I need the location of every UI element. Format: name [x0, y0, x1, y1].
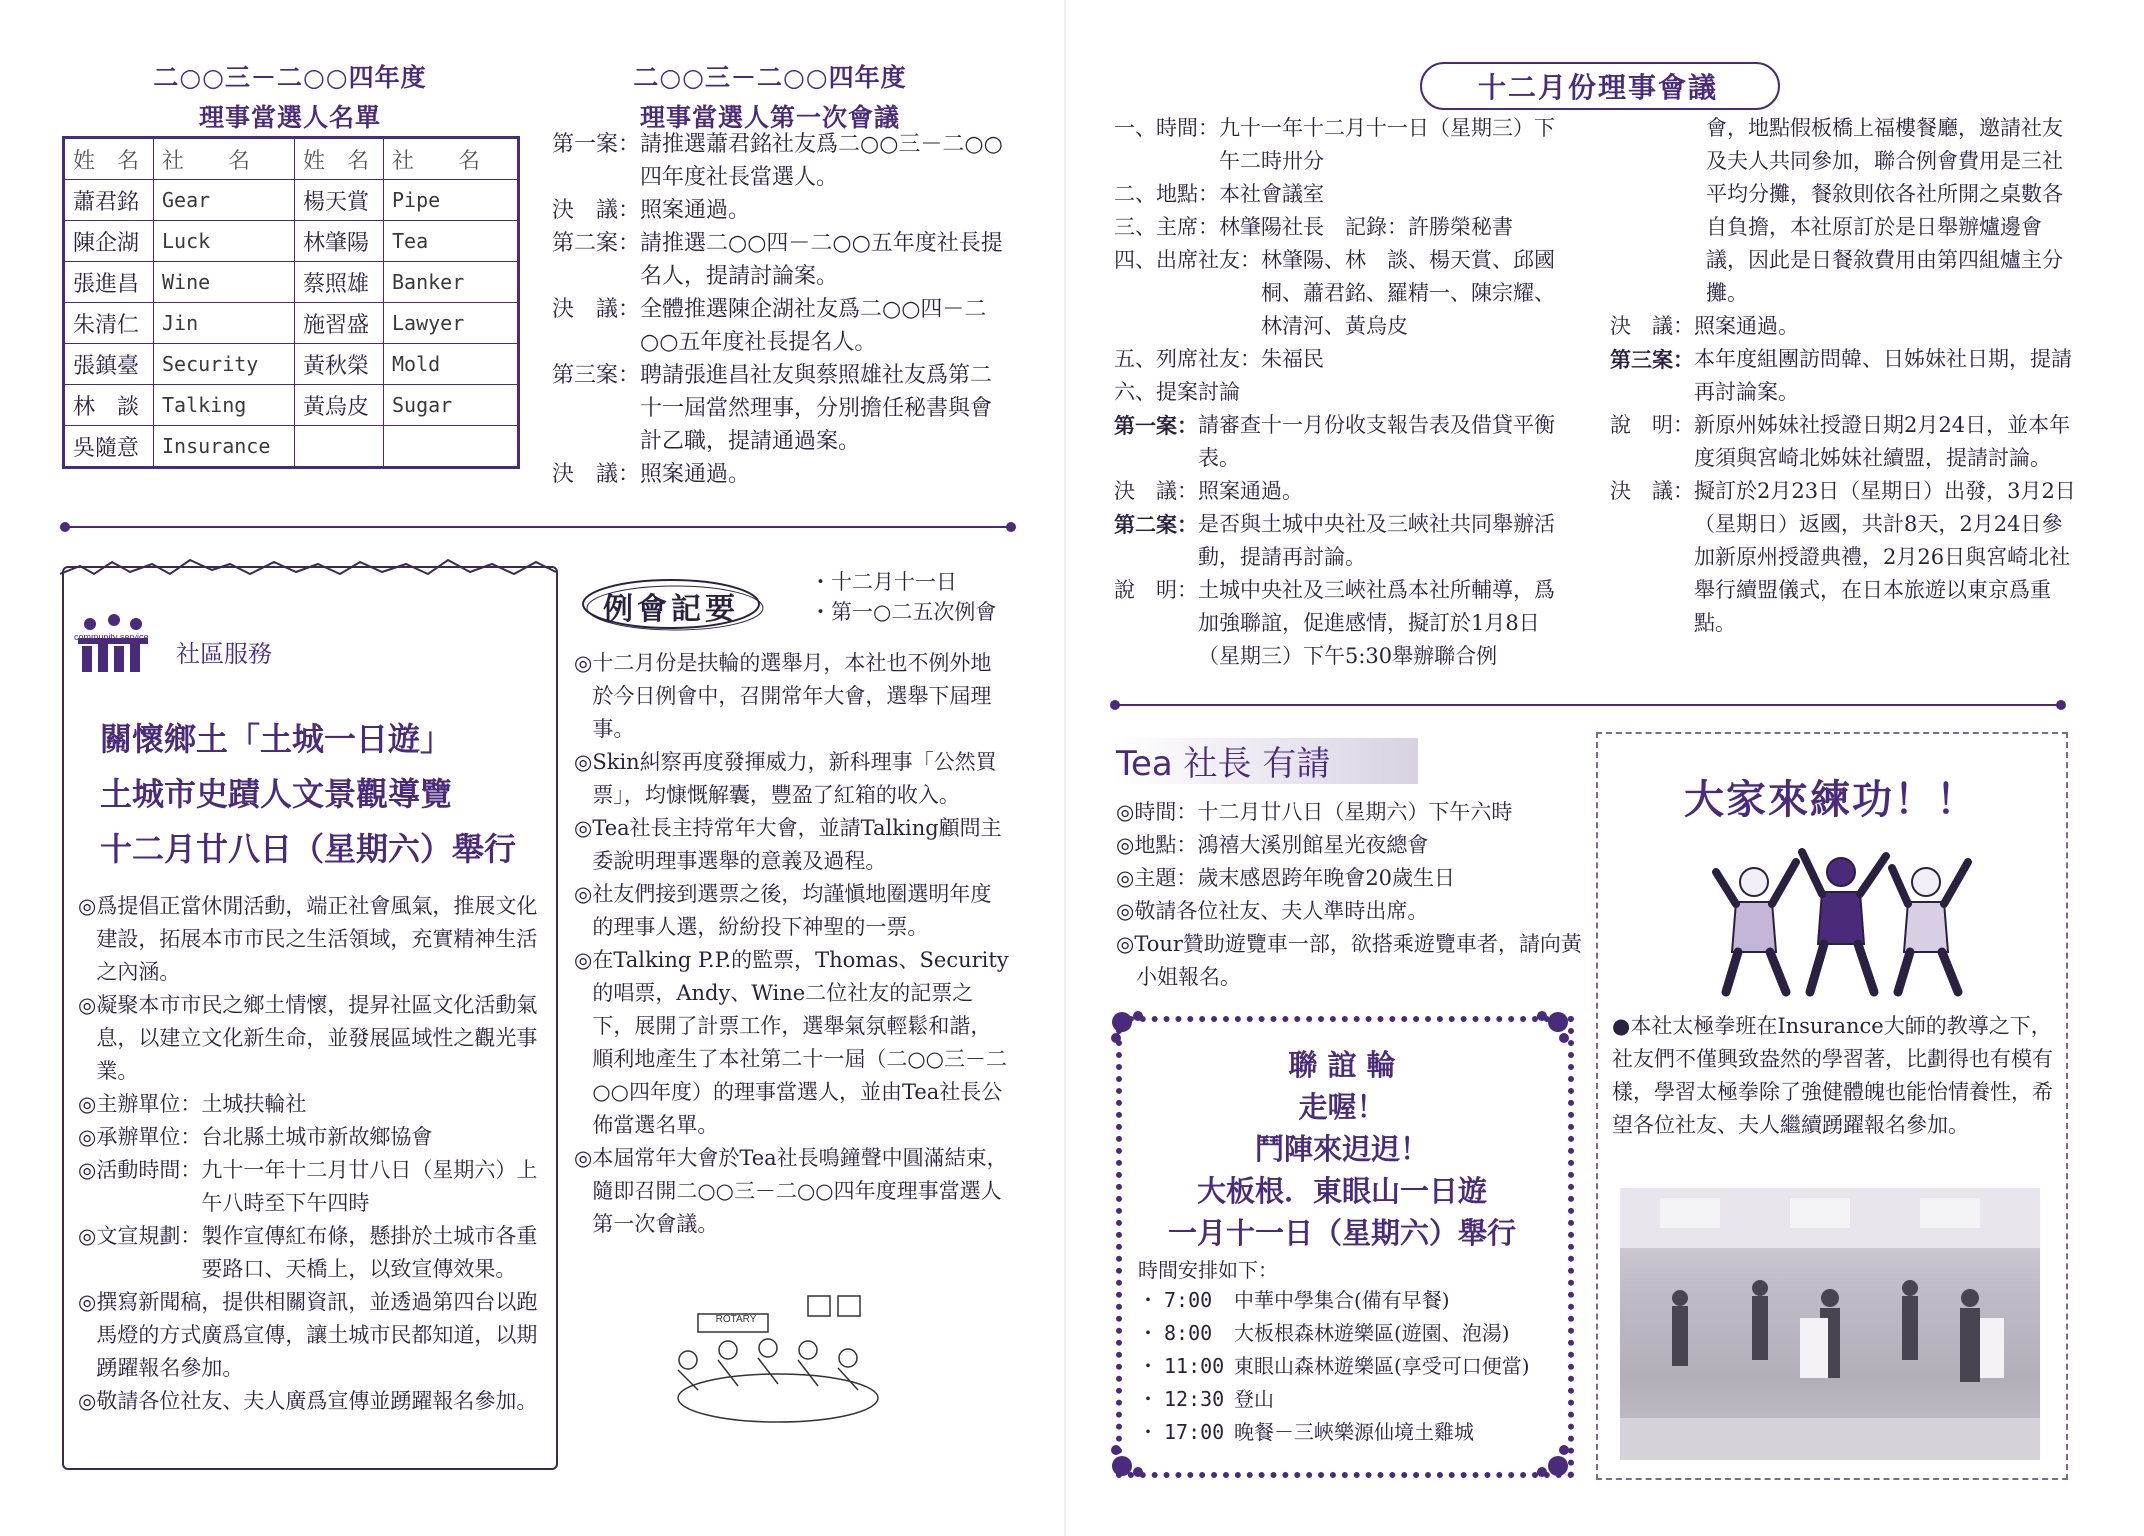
item-text: 本屆常年大會於Tea社長鳴鐘聲中圓滿結束，隨即召開二○○三－二○○四年度理事當選人第一次會議。: [592, 1146, 1008, 1236]
schedule-row: [1138, 1383, 1558, 1416]
schedule-time: 17:00: [1164, 1420, 1225, 1444]
item-text: 擬訂於2月23日（星期日）出發，3月2日（星期日）返國，共計8天，2月24日參加新原州授證典禮，2月26日與宮崎北社舉行續盟儀式，在日本旅遊以東京爲重點。: [1694, 479, 2076, 635]
list-item: [1114, 376, 1574, 409]
item-text: 新原州姊妹社授證日期2月24日，並本年度須與宮崎北姊妹社續盟，提請討論。: [1694, 413, 2071, 470]
list-item: [552, 128, 1012, 194]
table-row: [64, 221, 519, 262]
item-text: 請審查十一月份收支報告表及借貸平衡表。: [1198, 413, 1555, 470]
item-label: 一、時間：: [1114, 116, 1219, 140]
item-label: 四、出席社友：: [1114, 248, 1261, 272]
item-text: ◎Tour贊助遊覽車一部，欲搭乘遊覽車者，請向黃小姐報名。: [1116, 932, 1582, 989]
header-cell: 姓 名: [295, 138, 384, 180]
elected-list-title-line1: 二○○三－二○○四年度: [153, 63, 427, 92]
header-cell: 社 名: [154, 138, 295, 180]
item-label: 六、提案討論: [1114, 380, 1240, 404]
name-cell: 張進昌: [64, 262, 154, 303]
schedule-time: 11:00: [1164, 1354, 1225, 1378]
item-label: 說 明：: [1610, 413, 1694, 437]
elected-table-header: [64, 138, 519, 180]
community-logo-caption: community service: [74, 632, 149, 642]
schedule-text: 中華中學集合(備有早餐): [1234, 1288, 1450, 1312]
list-item: [78, 1220, 548, 1286]
list-item: [574, 647, 1010, 746]
item-text: 撰寫新聞稿，提供相關資訊，並透過第四台以跑馬燈的方式廣爲宣傳，讓土城市民都知道，以期踴躍報名參加。: [96, 1290, 538, 1380]
fellowship-schedule: [1138, 1284, 1558, 1449]
list-item: [1114, 211, 1574, 244]
item-label: 決 議：: [552, 198, 641, 223]
list-item: [78, 890, 548, 989]
list-item: [552, 227, 1012, 293]
section-divider: [1114, 704, 2062, 706]
first-meeting-title-line2: 理事當選人第一次會議: [639, 103, 900, 132]
club-name-cell: Tea: [384, 221, 519, 262]
item-text: 照案通過。: [640, 198, 751, 223]
club-name-cell: Luck: [154, 221, 295, 262]
list-item: [78, 1385, 548, 1418]
first-meeting-title-line1: 二○○三－二○○四年度: [633, 63, 907, 92]
item-text: 敬請各位社友、夫人廣爲宣傳並踴躍報名參加。: [96, 1389, 538, 1413]
club-name-cell: Jin: [154, 303, 295, 344]
taichi-title: 大家來練功！！: [1684, 777, 1978, 823]
name-cell: [295, 426, 384, 468]
item-text: 照案通過。: [1694, 314, 1799, 338]
item-label: ◎活動時間：: [78, 1158, 202, 1182]
table-row: [64, 426, 519, 468]
club-name-cell: [384, 426, 519, 468]
club-name-cell: Mold: [384, 344, 519, 385]
schedule-row: [1138, 1416, 1558, 1449]
header-cell: 社 名: [384, 138, 519, 180]
list-item: [574, 944, 1010, 1142]
list-item: [552, 359, 1012, 458]
list-item: [1610, 409, 2076, 475]
item-label: 五、列席社友：: [1114, 347, 1261, 371]
club-name-cell: Pipe: [384, 180, 519, 221]
schedule-text: 登山: [1234, 1387, 1274, 1411]
header-cell: 姓 名: [64, 138, 154, 180]
item-label: 說 明：: [1114, 578, 1198, 602]
list-item: [1116, 928, 1586, 994]
community-items: [78, 890, 548, 1418]
item-label: 決 議：: [1610, 479, 1694, 503]
item-label: ◎: [78, 1290, 97, 1314]
first-meeting-items: [552, 128, 1012, 491]
list-item: [574, 812, 1010, 878]
bullet: ◎: [574, 948, 593, 972]
fellowship-headline: [1130, 1044, 1554, 1254]
list-item: ◎敬請各位社友、夫人準時出席。: [1116, 899, 1429, 923]
table-row: [64, 180, 519, 221]
corner-flourish-icon: [1108, 1008, 1148, 1048]
item-label: ◎承辦單位：: [78, 1125, 202, 1149]
item-label: ◎文宣規劃：: [78, 1224, 202, 1248]
club-name-cell: Banker: [384, 262, 519, 303]
club-name-cell: Security: [154, 344, 295, 385]
schedule-time: 12:30: [1164, 1387, 1225, 1411]
community-service-logo-icon: [76, 612, 160, 674]
item-text: 照案通過。: [1198, 479, 1303, 503]
schedule-row: [1138, 1284, 1558, 1317]
taichi-class-photo: [1620, 1188, 2040, 1460]
meeting-notes-title: 例會記要: [603, 592, 739, 627]
community-headline: [100, 712, 550, 877]
name-cell: 林肇陽: [295, 221, 384, 262]
bullet-dot-icon: ・: [1138, 1387, 1158, 1411]
item-label: ◎主辦單位：: [78, 1092, 202, 1116]
item-label: 第三案：: [1610, 347, 1694, 372]
schedule-row: [1138, 1317, 1558, 1350]
table-row: [64, 344, 519, 385]
item-text: 台北縣土城市新故鄉協會: [201, 1125, 433, 1149]
item-text: 全體推選陳企湖社友爲二○○四－二○○五年度社長提名人。: [640, 297, 987, 355]
schedule-time: 7:00: [1164, 1288, 1213, 1312]
item-text: 九十一年十二月十一日（星期三）下午二時卅分: [1219, 116, 1555, 173]
name-cell: 蕭君銘: [64, 180, 154, 221]
headline-line: 鬥陣來迌迌！: [1254, 1132, 1429, 1166]
item-label: ◎: [78, 1389, 97, 1413]
item-label: 決 議：: [1114, 479, 1198, 503]
photo-scene: [1620, 1188, 2040, 1460]
name-cell: 張鎮臺: [64, 344, 154, 385]
item-text: 十二月份是扶輪的選舉月，本社也不例外地於今日例會中，召開常年大會，選舉下屆理事。: [592, 651, 992, 741]
bullet: ◎: [574, 651, 593, 675]
list-item: [552, 293, 1012, 359]
item-text: 請推選二○○四－二○○五年度社長提名人，提請討論案。: [640, 231, 1003, 289]
name-cell: 吳隨意: [64, 426, 154, 468]
taichi-text: ●本社太極拳班在Insurance大師的教導之下，社友們不僅興致盎然的學習著，比劃得也有模有樣，學習太極拳除了強健體魄也能怡情養性，希望各位社友、夫人繼續踴躍報名參加。: [1612, 1014, 2053, 1137]
item-text: 林肇陽、林 談、楊天賞、邱國桐、蕭君銘、羅精一、陳宗耀、林清河、黃烏皮: [1261, 248, 1555, 338]
list-item: [78, 1121, 548, 1154]
list-item: [1610, 310, 2076, 343]
item-text: 聘請張進昌社友與蔡照雄社友爲第二十一屆當然理事，分別擔任秘書與會計乙職，提請通過案。: [640, 363, 993, 454]
item-label: 決 議：: [552, 297, 641, 322]
schedule-time: 8:00: [1164, 1321, 1213, 1345]
list-item: [1114, 244, 1574, 343]
item-text: 是否與土城中央社及三峽社共同舉辦活動，提請再討論。: [1198, 512, 1555, 569]
headline-line: 土城市史蹟人文景觀導覽: [100, 775, 453, 813]
schedule-text: 晚餐－三峽樂源仙境土雞城: [1234, 1420, 1474, 1444]
bullet-dot-icon: ・: [1138, 1288, 1158, 1312]
headline-line: 十二月廿八日（星期六）舉行: [100, 830, 517, 868]
scroll-torn-top-edge: [60, 556, 560, 580]
item-label: 第二案：: [552, 231, 641, 256]
club-name-cell: Insurance: [154, 426, 295, 468]
list-item: [78, 989, 548, 1088]
name-cell: 黃秋榮: [295, 344, 384, 385]
list-item: [552, 458, 1012, 491]
list-item: [1610, 343, 2076, 409]
headline-line: 一月十一日（星期六）舉行: [1167, 1216, 1516, 1250]
schedule-text: 大板根森林遊樂區(遊園、泡湯): [1234, 1321, 1510, 1345]
list-item: [78, 1088, 548, 1121]
first-meeting-title: [555, 58, 985, 134]
headline-line: 大板根．東眼山一日遊: [1196, 1174, 1487, 1208]
corner-flourish-icon: [1532, 1008, 1572, 1048]
table-row: [64, 385, 519, 426]
headline-line: 聯 誼 輪: [1288, 1048, 1396, 1082]
item-text: 本社會議室: [1219, 182, 1324, 206]
bullet: ◎: [574, 816, 593, 840]
item-label: ◎: [78, 993, 97, 1017]
elected-list-title-line2: 理事當選人名單: [198, 103, 381, 132]
list-item: [1610, 112, 2076, 310]
headline-line: 關懷鄉土「土城一日遊」: [100, 720, 453, 758]
item-text: 林肇陽社長 記錄：許勝榮秘書: [1219, 215, 1513, 239]
club-name-cell: Sugar: [384, 385, 519, 426]
list-item: ◎地點：鴻禧大溪別館星光夜總會: [1116, 833, 1429, 857]
elected-list-title: [60, 58, 520, 134]
schedule-row: [1138, 1350, 1558, 1383]
item-text: 凝聚本市市民之鄉土情懷，提昇社區文化活動氣息，以建立文化新生命，並發展區域性之觀光事業。: [96, 993, 538, 1083]
club-name-cell: Talking: [154, 385, 295, 426]
bullet-dot-icon: ・: [1138, 1354, 1158, 1378]
item-text: 九十一年十二月廿八日（星期六）上午八時至下午四時: [201, 1158, 538, 1215]
item-text: 製作宣傳紅布條，懸掛於土城市各重要路口、天橋上，以致宣傳效果。: [201, 1224, 538, 1281]
name-cell: 黃烏皮: [295, 385, 384, 426]
item-text: 本年度組團訪問韓、日姊妹社日期，提請再討論案。: [1694, 347, 2072, 404]
item-label: 第一案：: [552, 132, 641, 157]
bullet: ◎: [574, 750, 593, 774]
community-service-label: 社區服務: [176, 640, 272, 668]
list-item: [1114, 112, 1574, 178]
list-item: [552, 194, 1012, 227]
list-item: [574, 746, 1010, 812]
item-text: 會，地點假板橋上福樓餐廳，邀請社友及夫人共同參加，聯合例會費用是三社平均分攤，餐敘則依各社所開之桌數各自負擔，本社原訂於是日舉辦爐邊會議，因此是日餐敘費用由第四組爐主分攤。: [1706, 116, 2063, 305]
item-text: 土城中央社及三峽社爲本社所輔導，爲加強聯誼，促進感情，擬訂於1月8日（星期三）下午5:30舉辦聯合例: [1198, 578, 1555, 668]
meeting-sketch-sign: ROTARY: [715, 1314, 757, 1325]
item-text: 社友們接到選票之後，均謹愼地圈選明年度的理事人選，紛紛投下神聖的一票。: [592, 882, 992, 939]
item-label: 第一案：: [1114, 413, 1198, 438]
list-item: [78, 1286, 548, 1385]
elected-table: [62, 136, 520, 469]
table-row: [64, 303, 519, 344]
tea-invite-title: Tea 社長 有請: [1116, 744, 1331, 784]
name-cell: 陳企湖: [64, 221, 154, 262]
item-label: 決 議：: [1610, 314, 1694, 338]
bullet-dot-icon: ・: [1138, 1321, 1158, 1345]
club-name-cell: Wine: [154, 262, 295, 303]
meeting-notes-items: [574, 647, 1010, 1241]
divider-dot: [1006, 522, 1016, 532]
club-name-cell: Gear: [154, 180, 295, 221]
board-meeting-col2: [1610, 112, 2076, 640]
list-item: ◎時間：十二月廿八日（星期六）下午六時: [1116, 800, 1513, 824]
item-text: Skin糾察再度發揮威力，新科理事「公然買票」，均慷慨解囊，豐盈了紅箱的收入。: [592, 750, 997, 807]
name-cell: 楊天賞: [295, 180, 384, 221]
list-item: [574, 1142, 1010, 1241]
list-item: [1114, 508, 1574, 574]
name-cell: 施習盛: [295, 303, 384, 344]
item-text: 土城扶輪社: [201, 1092, 307, 1116]
table-row: [64, 262, 519, 303]
item-text: 在Talking P.P.的監票，Thomas、Security的唱票，Andy、Wine二位社友的記票之下，展開了計票工作，選舉氣氛輕鬆和諧，順利地產生了本社第二十一屆（二○○三－二○○四年度）的理事當選人，並由Tea社長公佈當選名單。: [592, 948, 1009, 1137]
bullet: ◎: [574, 882, 593, 906]
meeting-sketch-illustration: [648, 1290, 888, 1430]
list-item: [1114, 178, 1574, 211]
item-label: 三、主席：: [1114, 215, 1219, 239]
headline-line: 走喔！: [1298, 1090, 1386, 1124]
item-text: 照案通過。: [640, 462, 751, 487]
item-label: ◎: [78, 894, 97, 918]
meeting-notes-session: ・第一○二五次例會: [810, 600, 997, 624]
divider-dot: [2056, 700, 2066, 710]
list-item: [1114, 409, 1574, 475]
list-item: [574, 878, 1010, 944]
item-text: [1240, 376, 1574, 409]
item-text: 請推選蕭君銘社友爲二○○三－二○○四年度社長當選人。: [640, 132, 1003, 190]
item-label: 第三案：: [552, 363, 641, 388]
club-name-cell: Lawyer: [384, 303, 519, 344]
list-item: [1114, 475, 1574, 508]
name-cell: 朱清仁: [64, 303, 154, 344]
list-item: [1610, 475, 2076, 640]
meeting-notes-date: ・十二月十一日: [810, 570, 957, 594]
list-item: [78, 1154, 548, 1220]
board-meeting-col1: [1114, 112, 1574, 673]
bullet: ◎: [574, 1146, 593, 1170]
list-item: [1114, 343, 1574, 376]
section-divider: [64, 526, 1014, 528]
item-text: 爲提倡正當休閒活動，端正社會風氣，推展文化建設，拓展本市市民之生活領域，充實精神生活之內涵。: [96, 894, 538, 984]
bullet-dot-icon: ・: [1138, 1420, 1158, 1444]
name-cell: 林 談: [64, 385, 154, 426]
fellowship-schedule-title: 時間安排如下：: [1138, 1258, 1278, 1282]
item-label: 第二案：: [1114, 512, 1198, 537]
name-cell: 蔡照雄: [295, 262, 384, 303]
tea-invite-items: [1116, 796, 1586, 994]
board-meeting-title: 十二月份理事會議: [1477, 71, 1718, 104]
schedule-text: 東眼山森林遊樂區(享受可口便當): [1234, 1354, 1530, 1378]
item-label: 二、地點：: [1114, 182, 1219, 206]
item-text: 朱福民: [1261, 347, 1324, 371]
item-text: Tea社長主持常年大會，並請Talking顧問主委說明理事選舉的意義及過程。: [592, 816, 1002, 873]
page-fold: [1064, 0, 1066, 1536]
list-item: ◎主題：歲末感恩跨年晚會20歲生日: [1116, 866, 1456, 890]
list-item: [1114, 574, 1574, 673]
taichi-figures-illustration: [1706, 832, 1976, 1002]
item-label: 決 議：: [552, 462, 641, 487]
